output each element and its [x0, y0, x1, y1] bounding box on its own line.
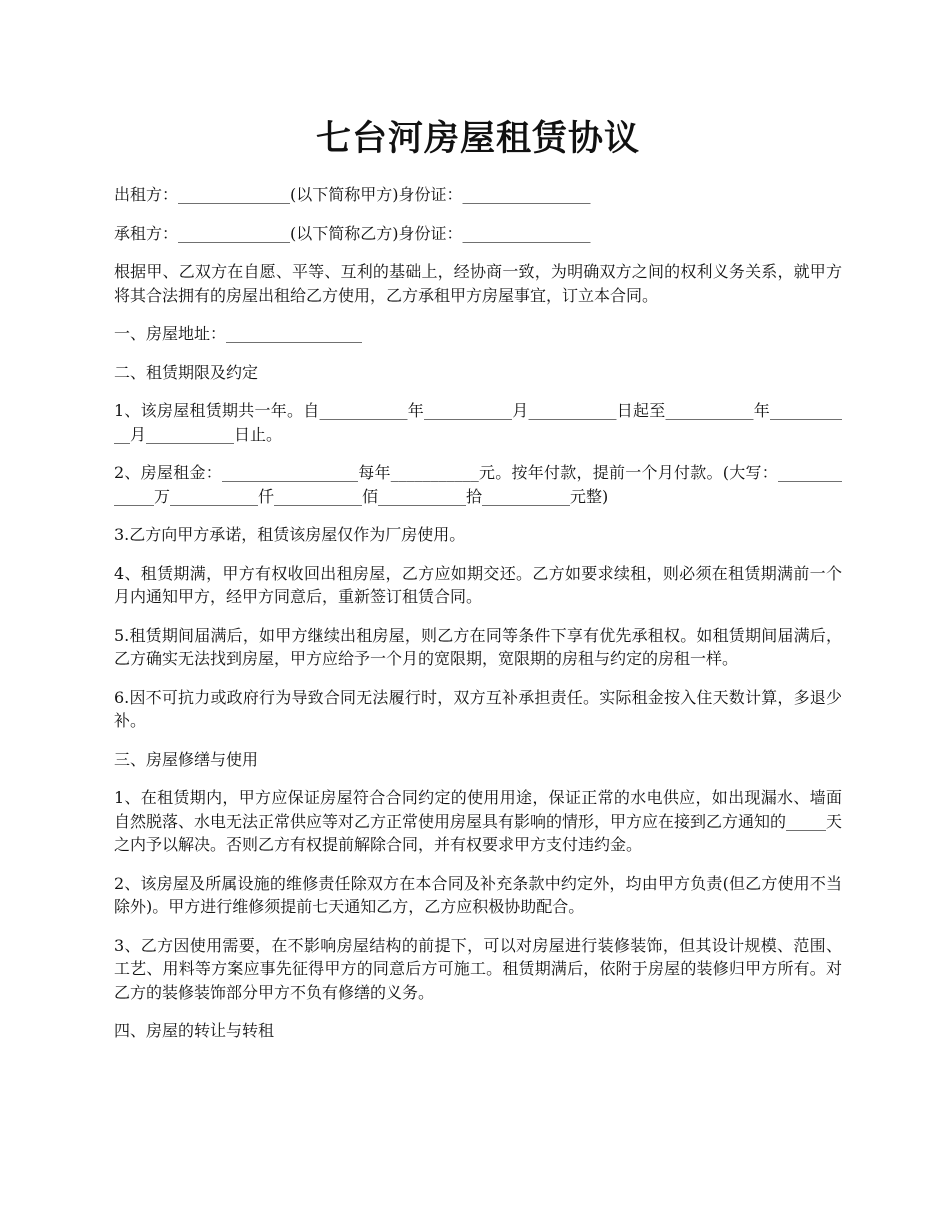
preamble-paragraph: 根据甲、乙双方在自愿、平等、互利的基础上，经协商一致，为明确双方之间的权利义务关系，就甲方将其合法拥有的房屋出租给乙方使用，乙方承租甲方房屋事宜，订立本合同。	[114, 262, 842, 305]
clause-2-2: 2、房屋租金：_________________每年___________元。按年付款，提前一个月付款。(大写：_____________万___________仟___________佰___________拾___________元整)	[114, 463, 842, 506]
section-2-heading: 二、租赁期限及约定	[114, 362, 259, 382]
clause-3-1: 1、在租赁期内，甲方应保证房屋符合合同约定的使用用途，保证正常的水电供应，如出现漏水、墙面自然脱落、水电无法正常供应等对乙方正常使用房屋具有影响的情形，甲方应在接到乙方通知的_____天之内予以解决。否则乙方有权提前解除合同，并有权要求甲方支付违约金。	[114, 788, 843, 854]
clause-2-4: 4、租赁期满，甲方有权收回出租房屋，乙方应如期交还。乙方如要求续租，则必须在租赁期满前一个月内通知甲方，经甲方同意后，重新签订租赁合同。	[114, 563, 842, 606]
clause-3-2: 2、该房屋及所属设施的维修责任除双方在本合同及补充条款中约定外，均由甲方负责(但乙方使用不当除外)。甲方进行维修须提前七天通知乙方，乙方应积极协助配合。	[114, 873, 842, 916]
lessee-line: 承租方：______________(以下简称乙方)身份证：________________	[114, 223, 591, 243]
document-title: 七台河房屋租赁协议	[315, 118, 640, 159]
clause-2-5: 5.租赁期间届满后，如甲方继续出租房屋，则乙方在同等条件下享有优先承租权。如租赁期间届满后，乙方确实无法找到房屋，甲方应给予一个月的宽限期，宽限期的房租与约定的房租一样。	[114, 625, 842, 668]
section-4-heading: 四、房屋的转让与转租	[114, 1021, 275, 1040]
section-3-heading: 三、房屋修缮与使用	[114, 749, 259, 769]
section-1-address: 一、房屋地址：_________________	[114, 324, 363, 343]
lessor-line: 出租方：______________(以下简称甲方)身份证：________________	[114, 185, 591, 204]
clause-2-6: 6.因不可抗力或政府行为导致合同无法履行时，双方互补承担责任。实际租金按入住天数计算，多退少补。	[114, 687, 842, 730]
clause-2-3: 3.乙方向甲方承诺，租赁该房屋仅作为厂房使用。	[114, 525, 466, 544]
clause-3-3: 3、乙方因使用需要，在不影响房屋结构的前提下，可以对房屋进行装修装饰，但其设计规模、范围、工艺、用料等方案应事先征得甲方的同意后方可施工。租赁期满后，依附于房屋的装修归甲方所有。对乙方的装修装饰部分甲方不负有修缮的义务。	[114, 935, 842, 1002]
document-page	[114, 0, 842, 1043]
clause-2-1: 1、该房屋租赁期共一年。自___________年___________月___________日起至___________年___________月___________日止。	[114, 401, 842, 444]
